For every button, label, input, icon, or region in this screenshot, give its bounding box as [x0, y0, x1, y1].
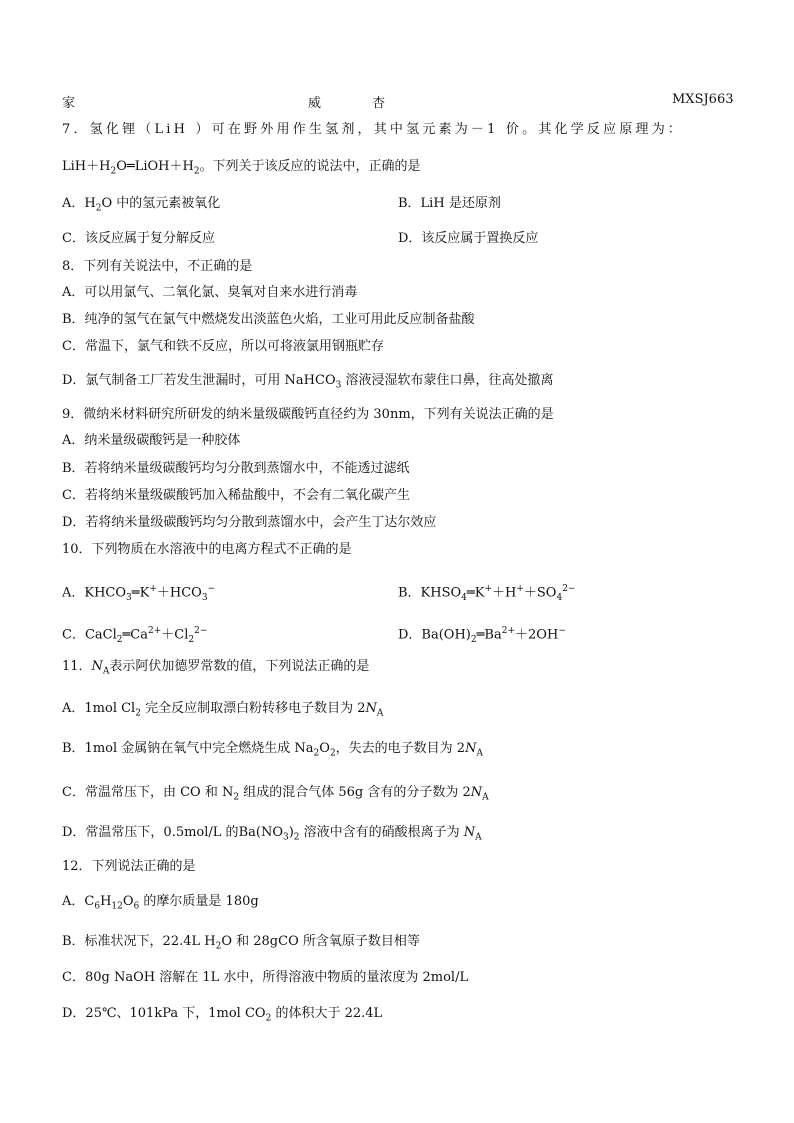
q12-b-pre: B．标准状况下，22.4L H: [62, 934, 216, 949]
q11-b-mid: ，失去的电子数目为 2: [335, 741, 466, 756]
header-code: MXSJ663: [672, 92, 734, 107]
q10-stem: 10．下列物质在水溶液中的电离方程式不正确的是: [62, 542, 352, 557]
q11-stem-tail: 表示阿伏加德罗常数的值，下列说法正确的是: [109, 659, 370, 674]
q11-stem: 11．$N_A$表示阿伏加德罗常数的值，下列说法正确的是: [62, 659, 370, 677]
q7-option-d: D．该反应属于置换反应: [398, 231, 539, 246]
q12-stem: 12．下列说法正确的是: [62, 859, 196, 874]
q11-c-pre: C．常温常压下，由 CO 和 N: [62, 785, 234, 800]
q10-option-a: A．$KHCO_3═K^++HCO_3^-$: [62, 584, 216, 603]
q11-option-a: A．1mol $Cl_2$ 完全反应制取漂白粉转移电子数目为 $2N_A$: [62, 701, 384, 719]
q12-option-d: D．25℃、101kPa 下，1mol $CO_2$ 的体积大于 22.4L: [62, 1006, 383, 1024]
q10-option-d: D．$Ba(OH)_2═Ba^{2+}+2OH^-$: [398, 626, 566, 645]
q12-d-pre: D．25℃、101kPa 下，1mol CO: [62, 1006, 266, 1021]
header-mid1: 威: [308, 96, 322, 111]
q11-a-pre: A．1mol Cl: [62, 701, 136, 716]
q11-option-b: B．1mol 金属钠在氧气中完全燃烧生成 $Na_2O_2$，失去的电子数目为 $2N_A$: [62, 741, 483, 759]
q7-option-a: A．$H_2O$ 中的氢元素被氧化: [62, 196, 221, 214]
q11-d-mid: 溶液中含有的硝酸根离子为: [299, 825, 464, 840]
q7-option-c: C．该反应属于复分解反应: [62, 231, 215, 246]
q8-option-d: D．氯气制备工厂若发生泄漏时，可用 NaHCO$_3$ 溶液浸湿软布蒙住口鼻，往高处撤离: [62, 373, 554, 391]
header-mid2: 杏: [372, 96, 386, 111]
q12-b-mid: O 和 28gCO 所含氧原子数目相等: [221, 934, 420, 949]
q11-option-d: D．常温常压下，0.5mol/L 的$Ba(NO_3)_2$ 溶液中含有的硝酸根离子为 $N_A$: [62, 825, 482, 843]
q9-option-b: B．若将纳米量级碳酸钙均匀分散到蒸馏水中，不能透过滤纸: [62, 461, 410, 476]
q11-b-pre: B．1mol 金属钠在氧气中完全燃烧生成 Na: [62, 741, 314, 756]
q9-option-a: A．纳米量级碳酸钙是一种胶体: [62, 433, 241, 448]
header-left: 家: [62, 96, 76, 111]
q7-option-a-text: O 中的氢元素被氧化: [101, 196, 221, 211]
q7-option-b: B．LiH 是还原剂: [398, 196, 501, 211]
q8-stem: 8．下列有关说法中，不正确的是: [62, 259, 253, 274]
q9-stem: 9．微纳米材料研究所研发的纳米量级碳酸钙直径约为 30nm，下列有关说法正确的是: [62, 407, 554, 422]
q11-d-pre: D．常温常压下，0.5mol/L 的: [62, 825, 239, 840]
q11-c-mid: 组成的混合气体 56g 含有的分子数为 2: [239, 785, 471, 800]
q12-a-tail: 的摩尔质量是 180g: [139, 894, 259, 909]
q12-option-a: A．$C_6H_{12}O_6$ 的摩尔质量是 180g: [62, 894, 259, 912]
q7-stem-line2: $LiH+H_2O═LiOH+H_2$。下列关于该反应的说法中，正确的是: [62, 159, 421, 177]
q8-option-c: C．常温下，氯气和铁不反应，所以可将液氯用钢瓶贮存: [62, 339, 384, 354]
q10-option-c: C．$CaCl_2═Ca^{2+}+Cl_2^{2-}$: [62, 626, 208, 645]
q9-option-c: C．若将纳米量级碳酸钙加入稀盐酸中，不会有二氧化碳产生: [62, 488, 410, 503]
q12-d-mid: 的体积大于 22.4L: [271, 1006, 383, 1021]
q9-option-d: D．若将纳米量级碳酸钙均匀分散到蒸馏水中，会产生丁达尔效应: [62, 515, 437, 530]
q8-option-d-pre: D．氯气制备工厂若发生泄漏时，可用 NaHCO: [62, 373, 336, 388]
q8-option-a: A．可以用氯气、二氧化氯、臭氧对自来水进行消毒: [62, 285, 358, 300]
q7-stem-line1: 7．氢化锂（LiH ）可在野外用作生氢剂，其中氢元素为－1 价。其化学反应原理为：: [62, 122, 685, 137]
q12-option-b: B．标准状况下，22.4L $H_2O$ 和 28gCO 所含氧原子数目相等: [62, 934, 420, 952]
q7-stem-tail: 。下列关于该反应的说法中，正确的是: [199, 159, 421, 174]
q11-a-mid: 完全反应制取漂白粉转移电子数目为 2: [140, 701, 366, 716]
q11-option-c: C．常温常压下，由 CO 和 $N_2$ 组成的混合气体 56g 含有的分子数为 $2N_A$: [62, 785, 489, 803]
q12-option-c: C．80g NaOH 溶解在 1L 水中，所得溶液中物质的量浓度为 2mol/L: [62, 970, 469, 985]
q10-option-b: B．$KHSO_4═K^++H^++SO_4^{2-}$: [398, 584, 576, 603]
q8-option-d-post: 溶液浸湿软布蒙住口鼻，往高处撤离: [341, 373, 554, 388]
q8-option-b: B．纯净的氢气在氯气中燃烧发出淡蓝色火焰，工业可用此反应制备盐酸: [62, 312, 475, 327]
